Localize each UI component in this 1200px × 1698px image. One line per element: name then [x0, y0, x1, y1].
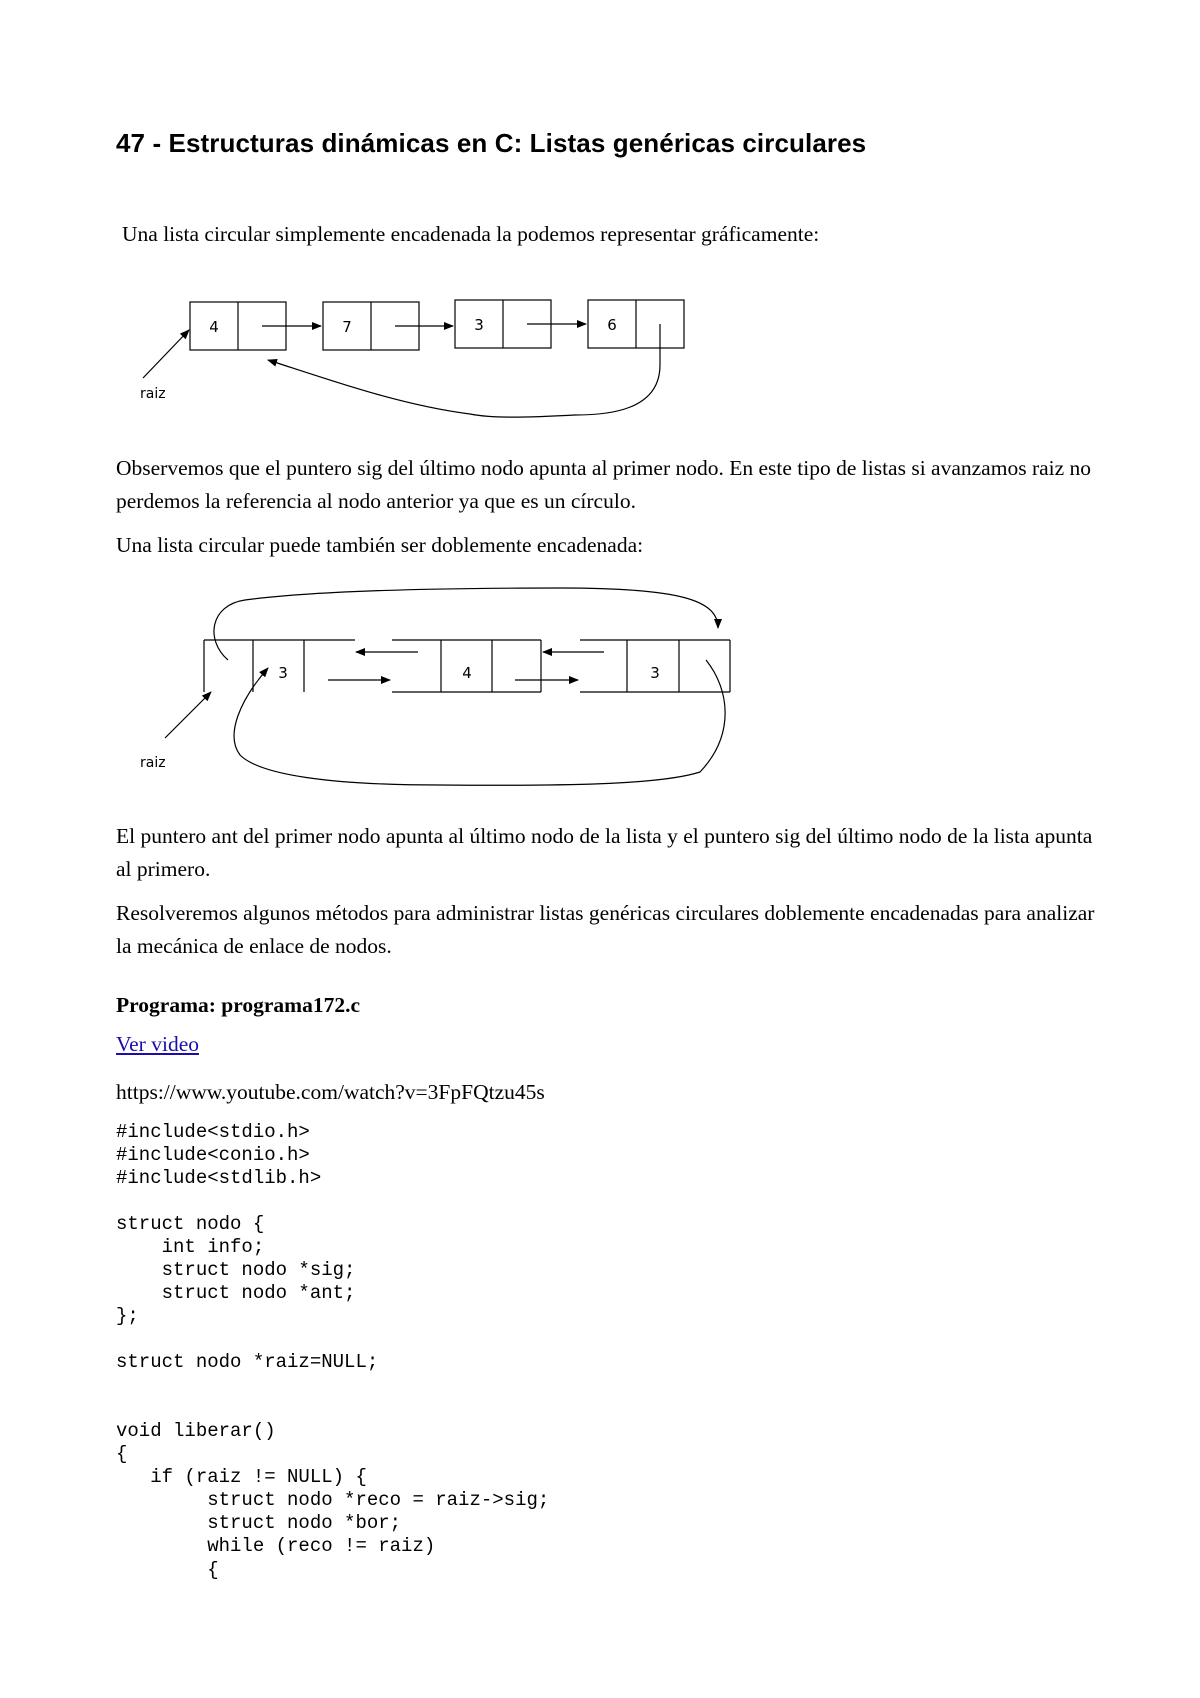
node-value: 3	[650, 664, 660, 682]
node-value: 3	[278, 664, 288, 682]
paragraph-methods: Resolveremos algunos métodos para administrar listas genéricas circulares doblemente encadenadas para analizar la mecánica de enlace de nodos.	[116, 901, 1095, 958]
code-root-declaration: struct nodo *raiz=NULL;	[116, 1351, 379, 1373]
paragraph-doubly-intro: Una lista circular puede también ser doblemente encadenada:	[116, 533, 644, 557]
video-url: https://www.youtube.com/watch?v=3FpFQtzu45s	[116, 1080, 545, 1104]
node-value: 3	[474, 316, 484, 334]
video-link-line	[116, 1028, 1106, 1061]
root-arrow	[165, 692, 211, 738]
paragraph-pointer-explanation: El puntero ant del primer nodo apunta al último nodo de la lista y el puntero sig del último nodo de la lista apunta al primero.	[116, 824, 1093, 881]
page-title: 47 - Estructuras dinámicas en C: Listas genéricas circulares	[116, 128, 867, 158]
node-value: 4	[209, 318, 219, 336]
ant-circular-arrow	[214, 588, 718, 660]
node-value: 4	[462, 664, 472, 682]
code-liberar-function: void liberar() { if (raiz != NULL) { struct nodo *reco = raiz->sig; struct nodo *bor; while (reco != raiz) {	[116, 1420, 550, 1581]
program-heading: Programa: programa172.c	[116, 993, 361, 1017]
node-value: 6	[607, 316, 617, 334]
circular-return-arrow	[268, 324, 660, 417]
code-includes: #include<stdio.h> #include<conio.h> #include<stdlib.h>	[116, 1121, 322, 1190]
list-node	[323, 302, 419, 350]
video-link[interactable]: Ver video	[116, 1032, 199, 1056]
root-arrow	[143, 330, 189, 378]
list-node	[190, 302, 286, 350]
root-label: raiz	[140, 386, 166, 402]
doubly-circular-list-diagram	[165, 588, 730, 785]
code-struct: struct nodo { int info; struct nodo *sig; struct nodo *ant; };	[116, 1213, 356, 1328]
intro-paragraph: Una lista circular simplemente encadenada la podemos representar gráficamente:	[122, 222, 820, 246]
paragraph-circular-explanation: Observemos que el puntero sig del último nodo apunta al primer nodo. En este tipo de listas si avanzamos raiz no perdemos la referencia al nodo anterior ya que es un círculo.	[116, 456, 1092, 513]
sig-circular-arrow	[234, 660, 725, 785]
list-node	[588, 300, 684, 348]
root-label: raiz	[140, 755, 166, 771]
node-value: 7	[342, 318, 352, 336]
list-node	[455, 300, 551, 348]
